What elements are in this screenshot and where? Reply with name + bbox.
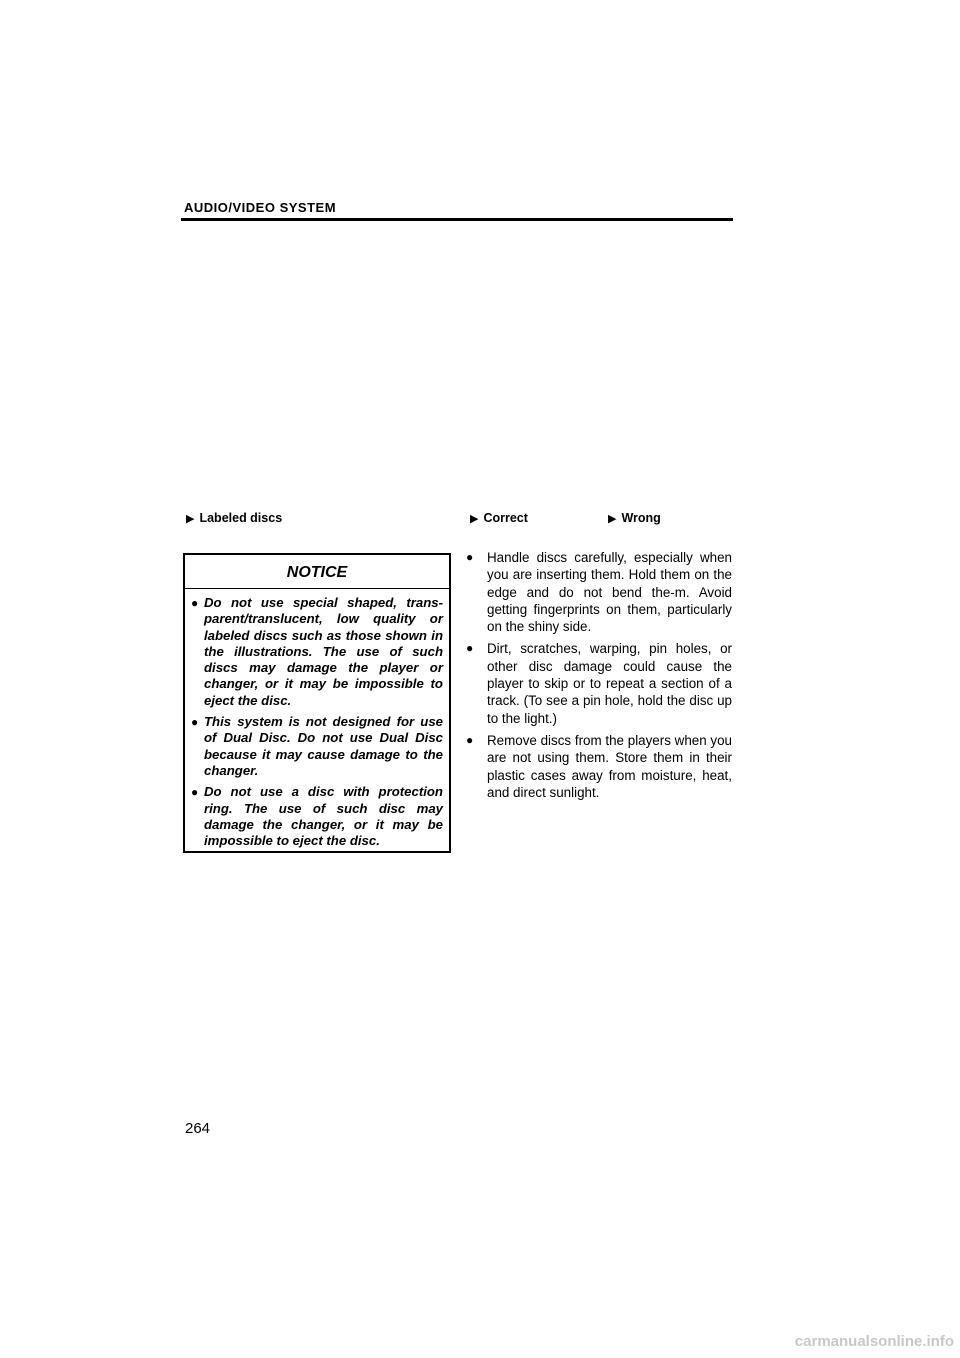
bullet-icon: ● xyxy=(191,715,199,730)
caption-wrong xyxy=(608,511,661,525)
disc-care-list xyxy=(466,549,732,806)
notice-item-text: This system is not designed for use of Dual Disc. Do not use Dual Disc because it may cause damage to the changer. xyxy=(204,714,443,778)
header-rule xyxy=(181,218,733,221)
caption-marker-icon: ▶ xyxy=(186,513,195,525)
caption-wrong-label: Wrong xyxy=(621,511,661,525)
caption-correct-label: Correct xyxy=(483,511,528,525)
caption-labeled-discs-label: Labeled discs xyxy=(199,511,283,525)
bullet-icon: ● xyxy=(466,732,474,747)
notice-title: NOTICE xyxy=(185,555,449,589)
bullet-icon: ● xyxy=(191,785,199,800)
notice-item xyxy=(191,714,443,779)
bullet-icon: ● xyxy=(466,641,474,656)
disc-care-item-text: Remove discs from the players when you are not using them. Store them in their plastic cases away from moisture, heat, and direct sunlight. xyxy=(487,732,732,800)
disc-care-item-text: Dirt, scratches, warping, pin holes, or other disc damage could cause the player to skip or to repeat a section of a track. (To see a pin hole, hold the disc up to the light.) xyxy=(487,641,732,726)
caption-marker-icon: ▶ xyxy=(608,513,617,525)
page-number: 264 xyxy=(185,1120,211,1137)
disc-care-item xyxy=(466,732,732,801)
notice-item-text: Do not use special shaped, trans-parent/translucent, low quality or labeled discs such as those shown in the illustrations. The use of such discs may damage the player or changer, or it may be impossible to eject the disc. xyxy=(204,595,443,708)
notice-item xyxy=(191,595,443,709)
section-header-title: AUDIO/VIDEO SYSTEM xyxy=(184,200,337,215)
bullet-icon: ● xyxy=(466,550,474,564)
notice-box xyxy=(183,553,451,853)
disc-care-item-text: Handle discs carefully, especially when you are inserting them. Hold them on the edge and do not bend the-m. Avoid getting fingerprints on them, particularly on the shiny side. xyxy=(487,550,732,635)
disc-care-item xyxy=(466,640,732,726)
bullet-icon: ● xyxy=(191,596,199,610)
caption-correct xyxy=(470,511,528,525)
disc-care-item xyxy=(466,549,732,635)
notice-list xyxy=(185,589,449,849)
caption-marker-icon: ▶ xyxy=(470,513,479,525)
caption-labeled-discs xyxy=(186,511,282,525)
watermark: carmanualsonline.info xyxy=(794,1333,954,1350)
notice-item xyxy=(191,784,443,849)
notice-item-text: Do not use a disc with protection ring. The use of such disc may damage the changer, or it may be impossible to eject the disc. xyxy=(204,784,443,849)
